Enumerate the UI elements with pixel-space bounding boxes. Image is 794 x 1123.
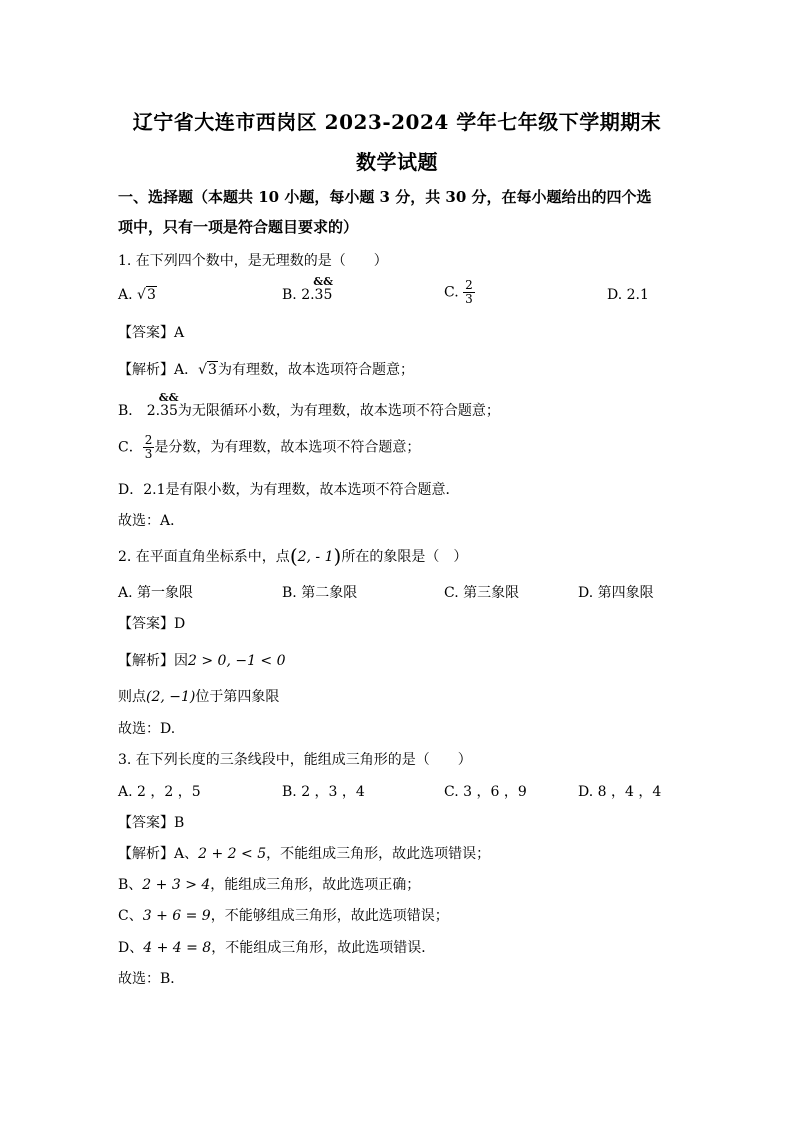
q2-line2-prefix: 则点 — [118, 689, 146, 705]
q1-option-d-value: 2.1 — [626, 287, 649, 303]
q2-conclusion: 故选：D. — [118, 721, 176, 737]
q2-stem — [118, 544, 467, 568]
q3-line-c-prefix: C、 — [118, 908, 143, 924]
q3-line-a-text: ，不能组成三角形，故此选项错误； — [266, 846, 491, 862]
q1-analysis-c-numerator: 2 — [144, 433, 153, 447]
q1-option-a-radicand: 3 — [146, 287, 156, 303]
q3-line-d-text: ，不能组成三角形，故此选项错误． — [211, 940, 436, 956]
q2-point: 2, - 1 — [297, 549, 334, 565]
fraction — [463, 279, 475, 306]
q1-option-b-value: 2.35 — [301, 287, 333, 303]
q2-analysis-math: 2 > 0, −1 < 0 — [188, 653, 286, 669]
q3-line-d-prefix: D、 — [118, 940, 144, 956]
q2-analysis — [118, 650, 286, 670]
q1-analysis-a-text: 为有理数，故本选项符合题意； — [217, 362, 414, 378]
q1-analysis-b-value: 2.35 — [146, 403, 178, 419]
q1-option-a — [118, 287, 157, 303]
q3-option-d: D. 8 ，4 ，4 — [578, 784, 662, 800]
q2-option-a: A. 第一象限 — [118, 585, 194, 601]
q1-analysis-a-prefix: A． — [174, 362, 199, 378]
q1-analysis-c — [118, 434, 420, 461]
q1-stem: 1. 在下列四个数中，是无理数的是（ ） — [118, 253, 388, 269]
q3-line-c-math: 3 + 6 = 9 — [142, 908, 211, 924]
q1-analysis-b — [118, 391, 500, 420]
q3-stem: 3. 在下列长度的三条线段中，能组成三角形的是（ ） — [118, 752, 472, 768]
section-heading-line1: 一、选择题（本题共 10 小题，每小题 3 分，共 30 分，在每小题给出的四个选 — [118, 188, 652, 206]
q2-option-d: D. 第四象限 — [578, 585, 654, 601]
page-title: 辽宁省大连市西岗区 2023-2024 学年七年级下学期期末 — [132, 110, 662, 134]
fraction — [143, 434, 155, 461]
q2-answer: 【答案】D — [118, 616, 186, 632]
q1-analysis-c-denominator: 3 — [144, 447, 153, 461]
q3-analysis-a — [118, 843, 490, 863]
q2-option-c: C. 第三象限 — [444, 585, 520, 601]
sqrt-symbol: √3 — [137, 287, 156, 303]
analysis-label: 【解析】 — [118, 362, 174, 378]
page-subtitle: 数学试题 — [356, 150, 438, 174]
q2-stem-prefix: 2. 在平面直角坐标系中，点 — [118, 549, 290, 565]
q1-analysis-b-text: 为无限循环小数，为有理数，故本选项不符合题意； — [177, 403, 500, 419]
q2-line2-math: (2, −1) — [146, 689, 196, 705]
q1-option-a-label: A. — [118, 287, 133, 303]
section-heading-line2: 项中，只有一项是符合题目要求的） — [118, 218, 359, 236]
analysis-label: 【解析】 — [118, 846, 174, 862]
q1-analysis-c-text: 是分数，为有理数，故本选项不符合题意； — [154, 439, 421, 456]
q1-option-c-numerator: 2 — [465, 278, 473, 292]
q1-option-d — [607, 287, 649, 303]
q1-answer: 【答案】A — [118, 325, 185, 341]
q1-option-c-denominator: 3 — [465, 292, 473, 306]
analysis-label: 【解析】 — [118, 653, 174, 669]
q3-answer: 【答案】B — [118, 815, 185, 831]
q1-analysis-d: D．2.1是有限小数，为有理数，故本选项不符合题意． — [118, 482, 460, 498]
left-paren-symbol: ( — [289, 544, 298, 568]
q3-conclusion: 故选：B． — [118, 971, 185, 987]
q1-conclusion: 故选：A． — [118, 513, 185, 529]
sqrt-symbol: √3 — [198, 362, 217, 378]
q3-analysis-d — [118, 937, 435, 957]
q3-line-d-math: 4 + 4 = 8 — [143, 940, 212, 956]
q3-option-b: B. 2 ，3 ，4 — [282, 784, 365, 800]
q3-option-c: C. 3 ，6 ，9 — [444, 784, 527, 800]
right-paren-symbol: ) — [333, 544, 342, 568]
q2-analysis-text: 因 — [174, 653, 188, 669]
q3-option-a: A. 2 ，2 ，5 — [118, 784, 201, 800]
q1-analysis-b-prefix: B． — [118, 403, 143, 419]
q3-line-a-prefix: A、 — [174, 846, 199, 862]
q3-analysis-c — [118, 905, 449, 925]
q1-option-d-label: D. — [607, 287, 623, 303]
q1-option-c — [444, 279, 475, 306]
q3-line-b-text: ，能组成三角形，故此选项正确； — [210, 877, 421, 893]
repeating-dot-marks: && — [158, 391, 179, 404]
q1-analysis-a — [118, 359, 414, 379]
q3-analysis-b — [118, 874, 420, 894]
repeating-dot-marks: && — [313, 275, 334, 288]
q3-line-c-text: ，不能够组成三角形，故此选项错误； — [210, 908, 449, 924]
q1-option-b-label: B. — [282, 287, 297, 303]
q1-analysis-c-prefix: C． — [118, 439, 143, 456]
q3-line-a-math: 2 + 2 < 5 — [198, 846, 267, 862]
q3-line-b-prefix: B、 — [118, 877, 143, 893]
q3-line-b-math: 2 + 3 > 4 — [142, 877, 211, 893]
q2-line2-suffix: 位于第四象限 — [195, 689, 280, 705]
q2-analysis-line2 — [118, 686, 279, 706]
q2-option-b: B. 第二象限 — [282, 585, 358, 601]
q1-analysis-a-radicand: 3 — [208, 362, 217, 378]
q2-stem-suffix: 所在的象限是（ ） — [341, 549, 468, 565]
q1-option-b — [282, 275, 334, 303]
q1-option-c-label: C. — [444, 284, 459, 301]
